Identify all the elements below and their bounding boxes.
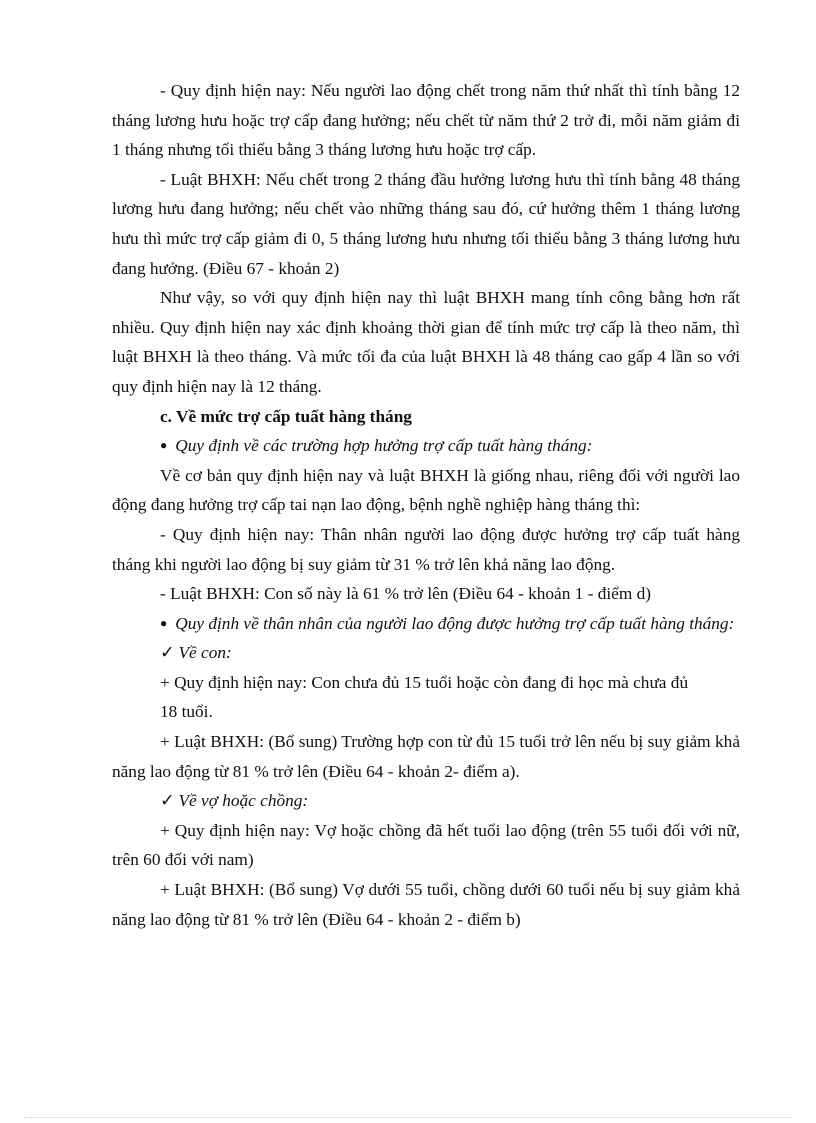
paragraph-bhxh-spouse: + Luật BHXH: (Bổ sung) Vợ dưới 55 tuổi, chồng dưới 60 tuổi nếu bị suy giảm khả năng lao động từ 81 % trở lên (Điều 64 - khoản 2 - điểm b)	[112, 880, 740, 929]
paragraph-bhxh-death: - Luật BHXH: Nếu chết trong 2 tháng đầu hưởng lương hưu thì tính bằng 48 tháng lương hưu đang hưởng; nếu chết vào những tháng sau đó, cứ hưởng thêm 1 tháng lương hưu thì mức trợ cấp giảm đi 0, 5 tháng lương hưu nhưng tối thiểu bằng 3 tháng lương hưu đang hưởng. (Điều 67 - khoản 2)	[112, 169, 740, 278]
paragraph-basic-comparison: Về cơ bản quy định hiện nay và luật BHXH là giống nhau, riêng đối với người lao động đang hưởng trợ cấp tai nạn lao động, bệnh nghề nghiệp hàng tháng thì:	[112, 465, 740, 515]
bullet-dot-icon: ●	[160, 438, 168, 453]
check-text: Về con:	[178, 643, 232, 663]
paragraph-current-rule-spouse: + Quy định hiện nay: Vợ hoặc chồng đã hết tuổi lao động (trên 55 tuổi đối với nữ, trên 60 đối với nam)	[112, 820, 740, 870]
bullet-dot-icon: ●	[160, 615, 168, 630]
paragraph-current-rule-children	[112, 668, 740, 727]
bullet-relatives	[112, 609, 740, 639]
paragraph-current-rule-death: - Quy định hiện nay: Nếu người lao động chết trong năm thứ nhất thì tính bằng 12 tháng lương hưu hoặc trợ cấp đang hưởng; nếu chết từ năm thứ 2 trở đi, mỗi năm giảm đi 1 tháng nhưng tối thiểu bằng 3 tháng lương hưu hoặc trợ cấp.	[112, 81, 740, 160]
page-bottom-divider	[24, 1117, 792, 1118]
section-heading-c: c. Về mức trợ cấp tuất hàng tháng	[160, 406, 412, 426]
check-text: Về vợ hoặc chồng:	[178, 791, 309, 811]
document-page	[112, 76, 740, 934]
bullet-cases-monthly-allowance	[112, 431, 740, 461]
paragraph-current-rule-31: - Quy định hiện nay: Thân nhân người lao động được hưởng trợ cấp tuất hàng tháng khi người lao động bị suy giảm từ 31 % trở lên khả năng lao động.	[112, 524, 740, 574]
checkmark-icon: ✓	[160, 643, 175, 663]
paragraph-bhxh-children: + Luật BHXH: (Bổ sung) Trường hợp con từ đủ 15 tuổi trở lên nếu bị suy giảm khả năng lao động từ 81 % trở lên (Điều 64 - khoản 2- điểm a).	[112, 732, 740, 781]
plus-line-2: 18 tuổi.	[160, 702, 213, 722]
paragraph-comparison: Như vậy, so với quy định hiện nay thì luật BHXH mang tính công bằng hơn rất nhiều. Quy định hiện nay xác định khoảng thời gian để tính mức trợ cấp là theo năm, thì luật BHXH là theo tháng. Và mức tối đa của luật BHXH là 48 tháng cao gấp 4 lần so với quy định hiện nay là 12 tháng.	[112, 288, 740, 396]
check-spouse	[112, 786, 740, 816]
checkmark-icon: ✓	[160, 791, 175, 811]
bullet-text: Quy định về các trường hợp hưởng trợ cấp tuất hàng tháng:	[175, 436, 593, 456]
bullet-text: Quy định về thân nhân của người lao động được hưởng trợ cấp tuất hàng tháng:	[175, 613, 735, 633]
check-children	[112, 638, 740, 668]
plus-line-1: + Quy định hiện nay: Con chưa đủ 15 tuổi hoặc còn đang đi học mà chưa đủ	[160, 672, 689, 692]
paragraph-bhxh-61: - Luật BHXH: Con số này là 61 % trở lên (Điều 64 - khoản 1 - điểm d)	[160, 584, 651, 604]
